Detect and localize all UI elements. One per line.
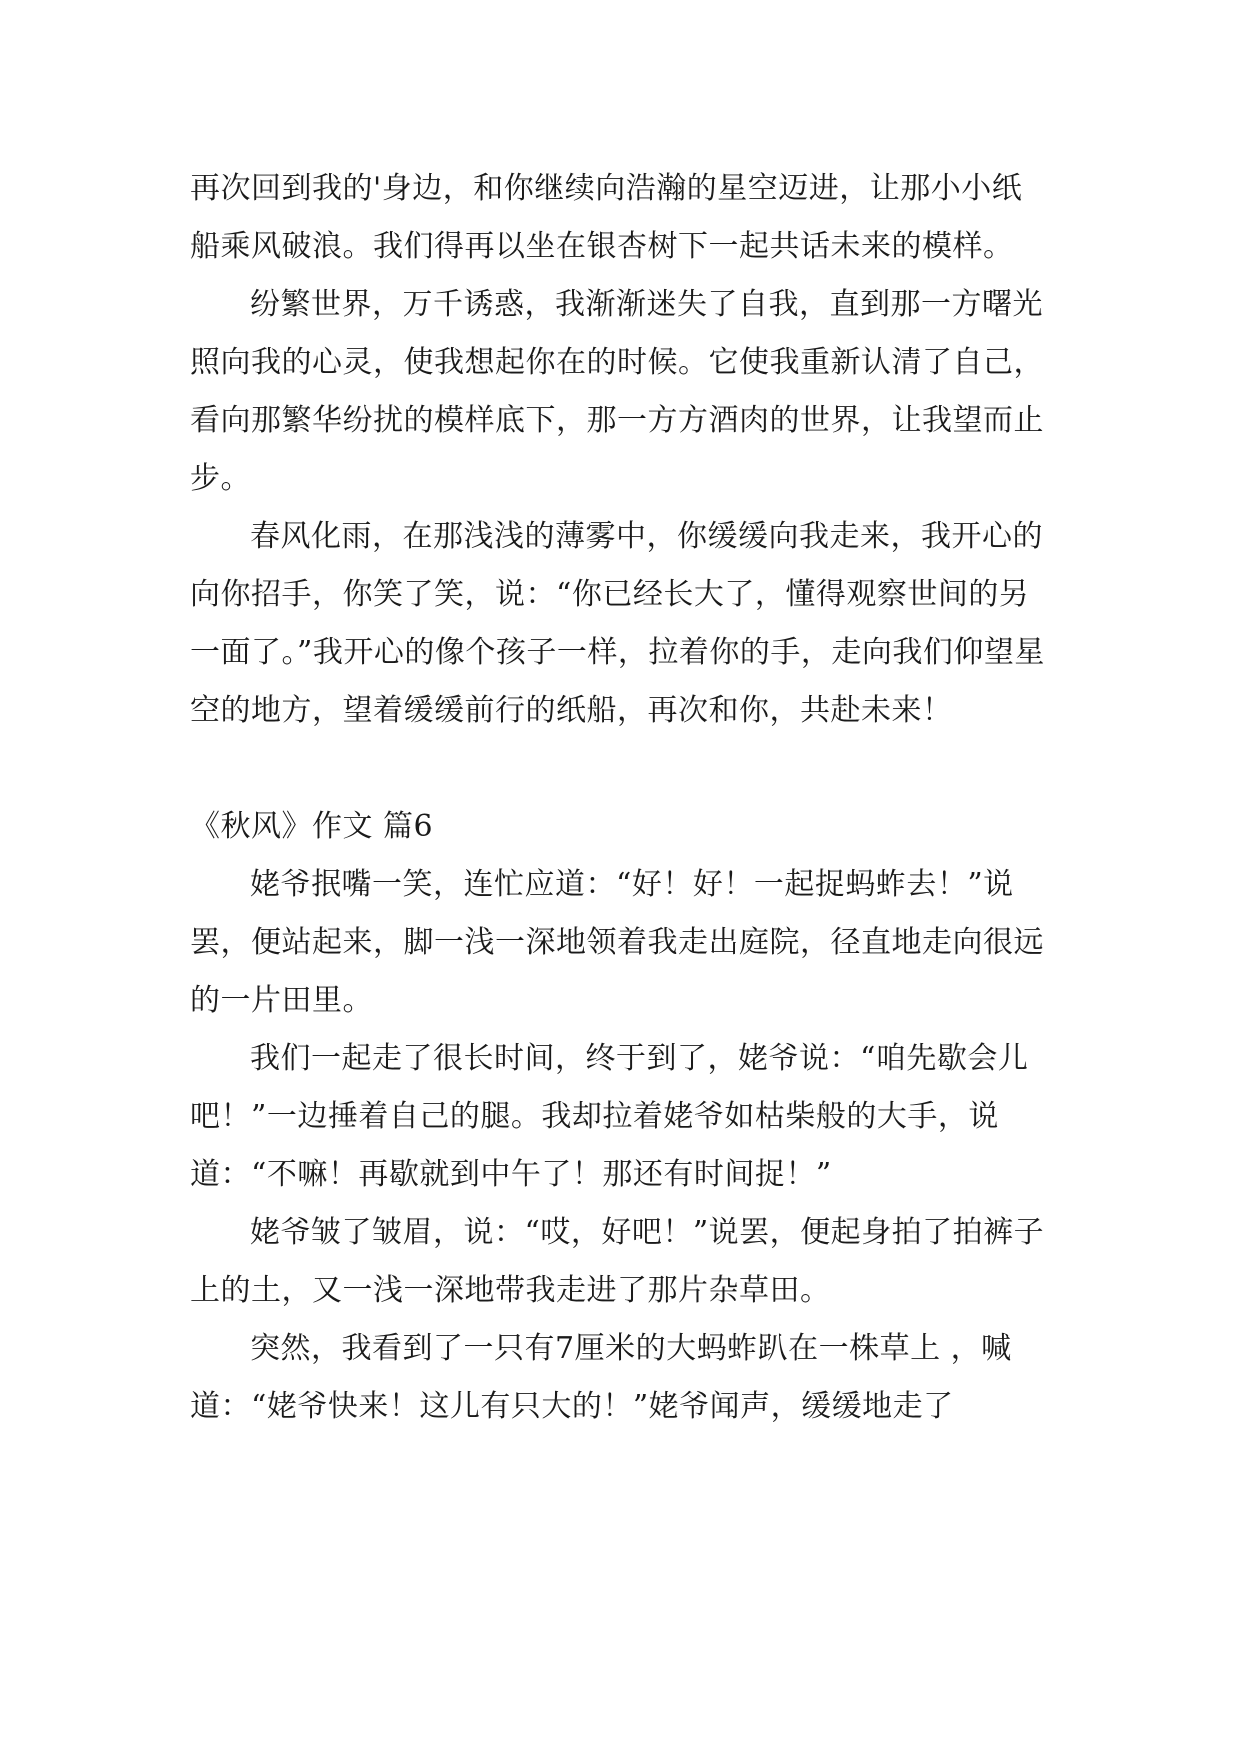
paragraph: 纷繁世界，万千诱惑，我渐渐迷失了自我，直到那一方曙光照向我的心灵，使我想起你在的时候。它使我重新认清了自己，看向那繁华纷扰的模样底下，那一方方酒肉的世界，让我望而止步。	[190, 287, 1044, 496]
paragraph: 突然，我看到了一只有7厘米的大蚂蚱趴在一株草上 ，喊道：“姥爷快来！这儿有只大的！”姥爷闻声，缓缓地走了	[190, 1331, 1012, 1424]
paragraph: 我们一起走了很长时间，终于到了，姥爷说：“咱先歇会儿吧！”一边捶着自己的腿。我却拉着姥爷如枯柴般的大手，说道：“不嘛！再歇就到中午了！那还有时间捉！”	[190, 1041, 1029, 1192]
document-body	[190, 160, 1050, 1436]
paragraph: 姥爷皱了皱眉，说：“哎，好吧！”说罢，便起身拍了拍裤子上的土，又一浅一深地带我走进了那片杂草田。	[190, 1215, 1045, 1308]
section-gap	[190, 740, 1050, 798]
paragraph-continuation: 再次回到我的'身边，和你继续向浩瀚的星空迈进，让那小小纸船乘风破浪。我们得再以坐在银杏树下一起共话未来的模样。	[190, 171, 1023, 264]
section-title: 《秋风》作文 篇6	[190, 809, 434, 844]
paragraph: 春风化雨，在那浅浅的薄雾中，你缓缓向我走来，我开心的向你招手，你笑了笑，说：“你已经长大了，懂得观察世间的另一面了。”我开心的像个孩子一样，拉着你的手，走向我们仰望星空的地方，望着缓缓前行的纸船，再次和你，共赴未来！	[190, 519, 1045, 728]
paragraph: 姥爷抿嘴一笑，连忙应道：“好！好！一起捉蚂蚱去！”说罢，便站起来，脚一浅一深地领着我走出庭院，径直地走向很远的一片田里。	[190, 867, 1044, 1018]
